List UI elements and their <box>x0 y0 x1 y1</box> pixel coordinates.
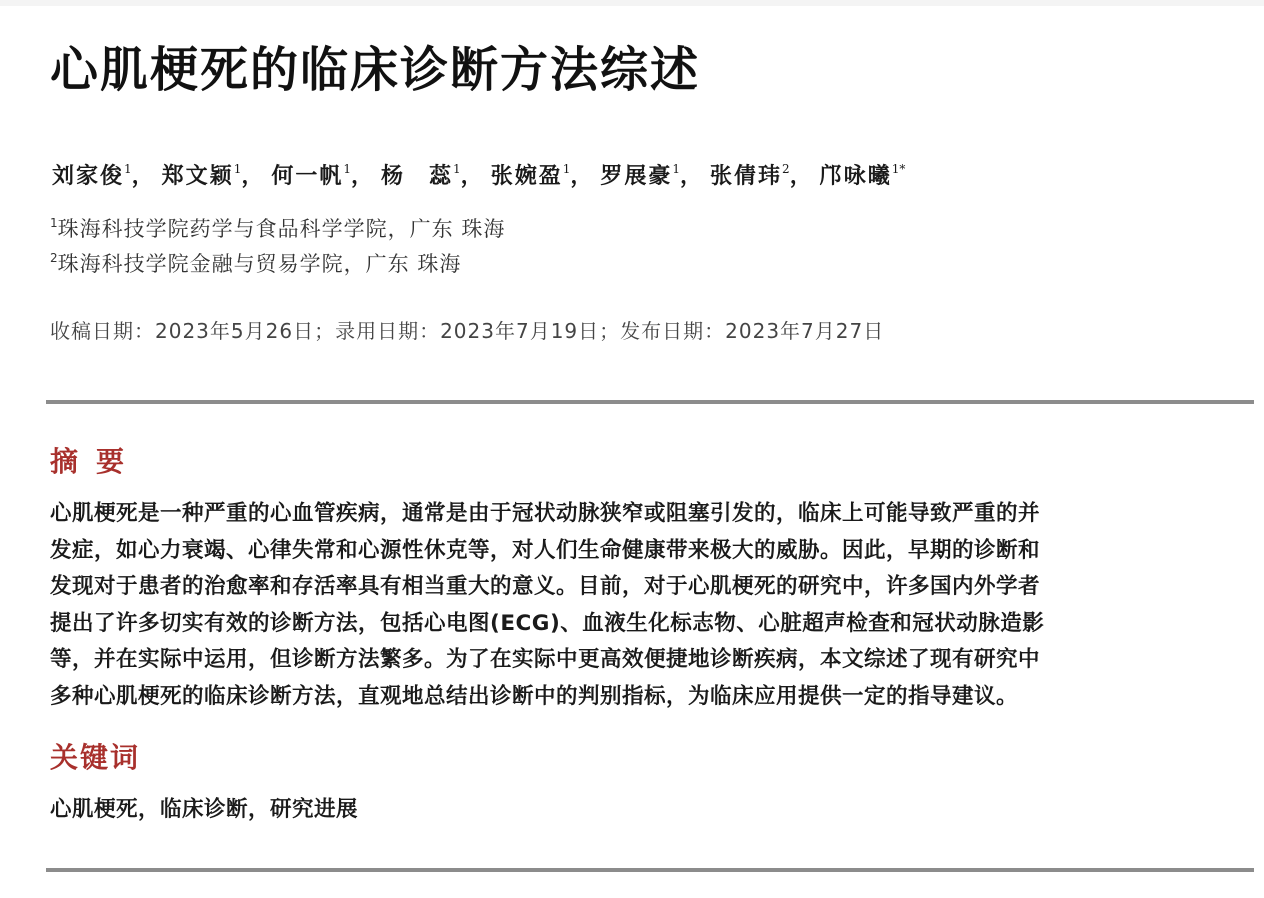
author-name: 杨 蕊 <box>381 163 454 189</box>
affiliation-2-marker: 2 <box>50 251 58 265</box>
author-name: 张婉盈 <box>490 163 563 189</box>
abstract-line: 发症，如心力衰竭、心律失常和心源性休克等，对人们生命健康带来极大的威胁。因此，早期的诊断和 <box>50 537 1041 563</box>
author-separator: ， <box>570 163 595 189</box>
affiliation-1-text: 珠海科技学院药学与食品科学学院，广东 珠海 <box>57 217 506 241</box>
author <box>491 163 571 189</box>
author-list <box>52 156 1232 196</box>
author-name: 郑文颖 <box>161 163 234 189</box>
author <box>710 163 790 189</box>
section-divider-top <box>46 400 1254 404</box>
section-divider-bottom <box>46 868 1254 872</box>
author-separator: ， <box>680 163 705 189</box>
affiliation-2-text: 珠海科技学院金融与贸易学院，广东 珠海 <box>57 252 462 276</box>
abstract-line: 等，并在实际中运用，但诊断方法繁多。为了在实际中更高效便捷地诊断疾病，本文综述了现有研究中 <box>50 647 1041 672</box>
author-separator: ， <box>789 163 814 189</box>
author <box>381 163 461 189</box>
keywords-text: 心肌梗死，临床诊断，研究进展 <box>50 797 359 822</box>
author-affiliation-marker: 1 <box>233 162 242 176</box>
author-name: 何一帆 <box>271 163 344 189</box>
author-separator: ， <box>131 163 156 189</box>
author-separator: ， <box>460 163 485 189</box>
author <box>162 163 242 189</box>
author-name: 邝咏曦 <box>819 163 892 189</box>
author-affiliation-marker: 1* <box>891 162 906 176</box>
affiliation-2 <box>50 247 1230 281</box>
abstract-line: 发现对于患者的治愈率和存活率具有相当重大的意义。目前，对于心肌梗死的研究中，许多国内外学者 <box>50 574 1041 599</box>
publication-dates: 收稿日期：2023年5月26日；录用日期：2023年7月19日；发布日期：2023年7月27日 <box>50 319 885 343</box>
abstract-line: 多种心肌梗死的临床诊断方法，直观地总结出诊断中的判别指标，为临床应用提供一定的指导建议。 <box>50 683 1019 709</box>
keywords-heading: 关键词 <box>50 741 141 774</box>
author-name: 罗展豪 <box>600 163 673 189</box>
affiliation-1-marker: 1 <box>50 216 58 230</box>
author-affiliation-marker: 2 <box>782 162 790 176</box>
author <box>271 163 351 189</box>
author-affiliation-marker: 1 <box>124 162 132 176</box>
author <box>600 163 680 189</box>
author-name: 张倩玮 <box>710 163 783 189</box>
abstract-line: 心肌梗死是一种严重的心血管疾病，通常是由于冠状动脉狭窄或阻塞引发的，临床上可能导致严重的并 <box>50 501 1041 526</box>
author <box>820 163 906 189</box>
author-affiliation-marker: 1 <box>672 162 681 176</box>
author-separator: ， <box>351 163 376 189</box>
page-top-edge <box>0 0 1264 6</box>
author-name: 刘家俊 <box>52 163 125 189</box>
paper-title: 心肌梗死的临床诊断方法综述 <box>50 42 701 98</box>
author <box>52 163 132 189</box>
author-affiliation-marker: 1 <box>562 162 571 176</box>
author-separator: ， <box>241 163 266 189</box>
abstract-line: 提出了许多切实有效的诊断方法，包括心电图(ECG)、血液生化标志物、心脏超声检查和冠状动脉造影 <box>50 610 1045 636</box>
author-affiliation-marker: 1 <box>453 162 461 176</box>
abstract-body <box>50 496 1256 715</box>
affiliation-1 <box>50 212 1230 246</box>
abstract-heading: 摘要 <box>50 445 143 478</box>
author-affiliation-marker: 1 <box>343 162 351 176</box>
